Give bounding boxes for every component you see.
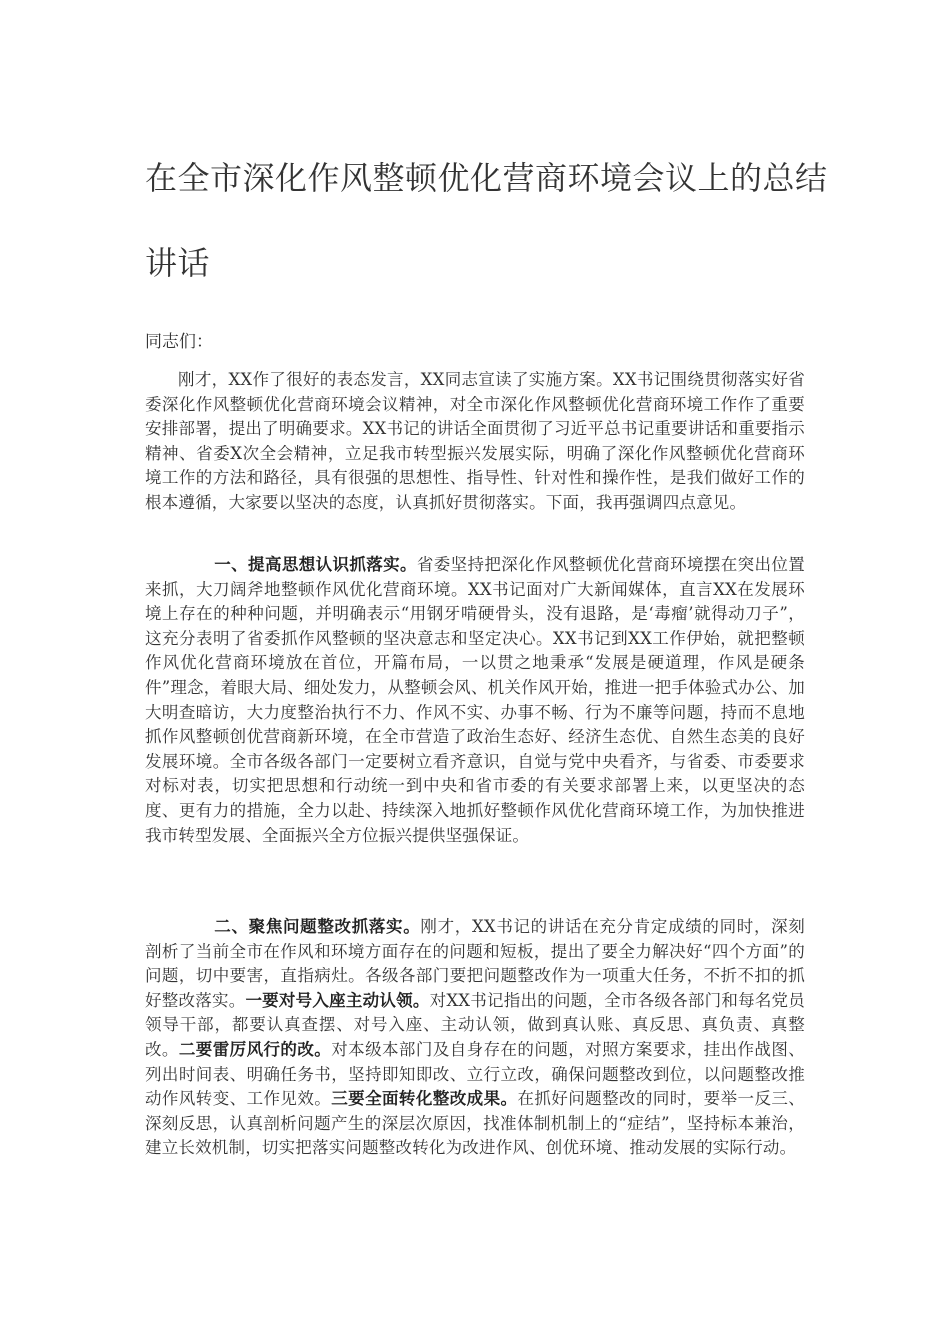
paragraph-section1 bbox=[145, 553, 805, 848]
section2-point2-label: 二要雷厉风行的改。 bbox=[178, 1039, 332, 1059]
paragraph-section2 bbox=[145, 915, 805, 1161]
section1-heading: 一、提高思想认识抓落实。 bbox=[214, 555, 417, 574]
section2-body: 刚才，XX书记的讲话在充分肯定成绩的同时，深刻剖析了当前全市在作风和环境方面存在的问题和短板，提出了要全力解决好“四个方面”的问题，切中要害，直指病灶。各级各部门要把问题整改作为一项重大任务，不折不扣的抓好整改落实。 bbox=[145, 917, 806, 1010]
section2-point2-body: 对本级本部门及自身存在的问题，对照方案要求，挂出作战图、列出时间表、明确任务书，坚持即知即改、立行立改，确保问题整改到位，以问题整改推动作风转变、工作见效。 bbox=[145, 1039, 805, 1109]
document-title-line1: 在全市深化作风整顿优化营商环境会议上的总结 bbox=[145, 159, 828, 197]
document-title-line2: 讲话 bbox=[145, 244, 211, 282]
section2-point1-label: 一要对号入座主动认领。 bbox=[245, 990, 430, 1010]
section1-body: 省委坚持把深化作风整顿优化营商环境摆在突出位置来抓，大刀阔斧地整顿作风优化营商环境。XX书记面对广大新闻媒体，直言XX在发展环境上存在的种种问题，并明确表示“用钢牙啃硬骨头，没有退路，是‘毒瘤’就得动刀子”，这充分表明了省委抓作风整顿的坚决意志和坚定决心。XX书记到XX工作伊始，就把整顿作风优化营商环境放在首位，开篇布局，一以贯之地秉承“发展是硬道理，作风是硬条件”理念，着眼大局、细处发力，从整顿会风、机关作风开始，推进一把手体验式办公、加大明查暗访，大力度整治执行不力、作风不实、办事不畅、行为不廉等问题，持而不息地抓作风整顿创优营商新环境，在全市营造了政治生态好、经济生态优、自然生态美的良好发展环境。全市各级各部门一定要树立看齐意识，自觉与党中央看齐，与省委、市委要求对标对表，切实把思想和行动统一到中央和省市委的有关要求部署上来，以更坚决的态度、更有力的措施，全力以赴、持续深入地抓好整顿作风优化营商环境工作，为加快推进我市转型发展、全面振兴全方位振兴提供坚强保证。 bbox=[145, 555, 805, 845]
section2-point1-body: 对XX书记指出的问题，全市各级各部门和每名党员领导干部，都要认真查摆、对号入座、主动认领，做到真认账、真反思、真负责、真整改。 bbox=[145, 990, 806, 1059]
section2-point3-body: 在抓好问题整改的同时，要举一反三、深刻反思，认真剖析问题产生的深层次原因，找准体制机制上的“症结”，坚持标本兼治，建立长效机制，切实把落实问题整改转化为改进作风、创优环境、推动发展的实际行动。 bbox=[145, 1089, 805, 1158]
section2-heading: 二、聚焦问题整改抓落实。 bbox=[214, 917, 421, 936]
salutation: 同志们： bbox=[145, 332, 213, 352]
paragraph-intro: 刚才，XX作了很好的表态发言，XX同志宣读了实施方案。XX书记围绕贯彻落实好省委深化作风整顿优化营商环境会议精神，对全市深化作风整顿优化营商环境工作作了重要安排部署，提出了明确要求。XX书记的讲话全面贯彻了习近平总书记重要讲话和重要指示精神、省委X次全会精神，立足我市转型振兴发展实际，明确了深化作风整顿优化营商环境工作的方法和路径，具有很强的思想性、指导性、针对性和操作性，是我们做好工作的根本遵循，大家要以坚决的态度，认真抓好贯彻落实。下面，我再强调四点意见。 bbox=[145, 370, 805, 512]
section2-point3-label: 三要全面转化整改成果。 bbox=[331, 1089, 518, 1109]
